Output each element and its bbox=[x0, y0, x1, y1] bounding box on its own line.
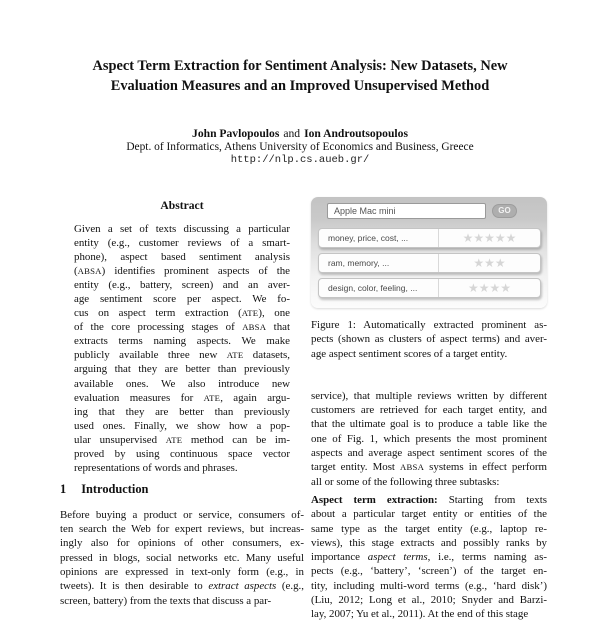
affiliation: Dept. of Informatics, Athens University of Economics and Business, Greece bbox=[126, 141, 474, 153]
text-line: publicly available three new ATE datasets, bbox=[74, 349, 291, 362]
figure-search-input bbox=[327, 203, 486, 219]
section-number: 1 bbox=[60, 481, 67, 496]
aspect-terms: design, color, feeling, ... bbox=[328, 283, 418, 293]
text-line: extracts terms naming aspects. We make bbox=[74, 335, 290, 348]
paper-url[interactable]: http://nlp.cs.aueb.gr/ bbox=[230, 154, 370, 166]
author-names bbox=[0, 127, 600, 140]
text-line: age sentiment score per aspect. We fo- bbox=[74, 293, 290, 306]
text-line: same type as the target entity (e.g., laptop re- bbox=[311, 522, 547, 535]
text-line: pects (e.g., ‘battery’, ‘screen’) of the target en- bbox=[311, 565, 547, 578]
figure-go-button: GO bbox=[492, 204, 517, 218]
paper-title-line2: Evaluation Measures and an Improved Unsupervised Method bbox=[110, 77, 490, 94]
text-line: available ones. We also introduce new bbox=[74, 377, 290, 390]
text-line: aspects and average aspect sentiment scores of the bbox=[311, 447, 547, 460]
figure-rows bbox=[318, 228, 541, 303]
text-line: ten search the Web for expert reviews, but increas- bbox=[60, 523, 304, 536]
text-line: about a particular target entity or entities of the bbox=[311, 508, 547, 521]
figure-1-caption bbox=[311, 318, 547, 361]
text-line: tweets). It is then desirable to extract aspects (e.g., bbox=[60, 580, 304, 593]
abstract-heading: Abstract bbox=[160, 199, 204, 212]
star-rating: ★★★★ bbox=[438, 279, 540, 297]
body-paragraph-2 bbox=[311, 493, 547, 622]
text-line: entity (e.g., customer reviews of a smart- bbox=[74, 237, 290, 250]
text-line: ing that they are better than previously bbox=[74, 405, 290, 418]
text-line: lay, 2007; Yu et al., 2011). At the end of this stage bbox=[311, 608, 529, 621]
author-2: Ion Androutsopoulos bbox=[304, 127, 408, 140]
aspect-terms: ram, memory, ... bbox=[328, 258, 390, 268]
left-column bbox=[60, 199, 304, 608]
text-line: service), that multiple reviews written by different bbox=[311, 389, 547, 402]
text-line: ular unsupervised ATE method can be im- bbox=[74, 433, 290, 446]
text-line: arguing that they are better than previously bbox=[74, 363, 290, 376]
text-line: one of Fig. 1, which presents the most prominent bbox=[311, 432, 547, 445]
introduction-text bbox=[60, 508, 304, 608]
text-line: importance aspect terms, i.e., terms naming as- bbox=[311, 551, 547, 564]
text-line: Before buying a product or service, consumers of- bbox=[60, 508, 304, 521]
text-line: all or some of the following three subtasks: bbox=[311, 475, 500, 488]
paper-title bbox=[40, 57, 560, 96]
abstract-text bbox=[74, 222, 290, 475]
text-line: used ones. Finally, we show how a pop- bbox=[74, 419, 290, 432]
text-line: that the ultimate goal is to produce a table like the bbox=[311, 418, 547, 431]
text-line: (Liu, 2012; Long et al., 2010; Snyder and Barzi- bbox=[311, 594, 547, 607]
text-line: of the core processing stages of ABSA that bbox=[74, 321, 290, 334]
section-heading-introduction bbox=[60, 482, 304, 497]
text-line: pects (shown as clusters of aspect terms) and aver- bbox=[311, 333, 547, 346]
text-line: age aspect sentiment scores of a target entity. bbox=[311, 347, 508, 360]
text-line: proved by using continuous space vector bbox=[74, 447, 290, 460]
text-line: screen, battery) from the texts that discuss a par- bbox=[60, 594, 272, 607]
text-line: views), this stage extracts and possibly ranks by bbox=[311, 536, 547, 549]
text-line: opinions are expressed in text-only form (e.g., in bbox=[60, 566, 304, 579]
star-rating: ★★★ bbox=[438, 254, 540, 272]
star-rating: ★★★★★ bbox=[438, 229, 540, 247]
figure-1-panel bbox=[311, 197, 547, 308]
text-line: entity (e.g., battery, screen) and an aver- bbox=[74, 279, 290, 292]
aspect-row bbox=[318, 253, 541, 273]
text-line: tity, including multi-word terms (e.g., ‘hard disk’) bbox=[311, 579, 547, 592]
text-line: customers are retrieved for each target entity, and bbox=[311, 404, 547, 417]
paper-title-line1: Aspect Term Extraction for Sentiment Analysis: New Datasets, New bbox=[92, 58, 508, 74]
right-column bbox=[311, 197, 547, 622]
text-line: evaluation measures for ATE, again argu- bbox=[74, 391, 290, 404]
section-title: Introduction bbox=[81, 481, 149, 496]
body-paragraph-1 bbox=[311, 389, 547, 489]
text-line: Figure 1: Automatically extracted prominent as- bbox=[311, 319, 547, 331]
text-line: cus on aspect term extraction (ATE), one bbox=[74, 307, 291, 320]
text-line: representations of words and phrases. bbox=[74, 461, 238, 474]
text-line: Aspect term extraction: Starting from texts bbox=[311, 493, 547, 506]
text-line: pressed in blogs, social networks etc. Many useful bbox=[60, 551, 304, 564]
aspect-terms: money, price, cost, ... bbox=[328, 233, 409, 243]
text-line: ingly also for opinions of other consumers, ex- bbox=[60, 537, 304, 550]
text-line: Given a set of texts discussing a particular bbox=[74, 223, 290, 235]
author-conjunction: and bbox=[283, 127, 301, 140]
aspect-row bbox=[318, 278, 541, 298]
text-line: (ABSA) identifies prominent aspects of the bbox=[74, 265, 290, 278]
author-1: John Pavlopoulos bbox=[192, 127, 280, 140]
text-line: target entity. Most ABSA systems in effect perform bbox=[311, 461, 547, 474]
text-line: phone), aspect based sentiment analysis bbox=[74, 251, 290, 264]
aspect-row bbox=[318, 228, 541, 248]
